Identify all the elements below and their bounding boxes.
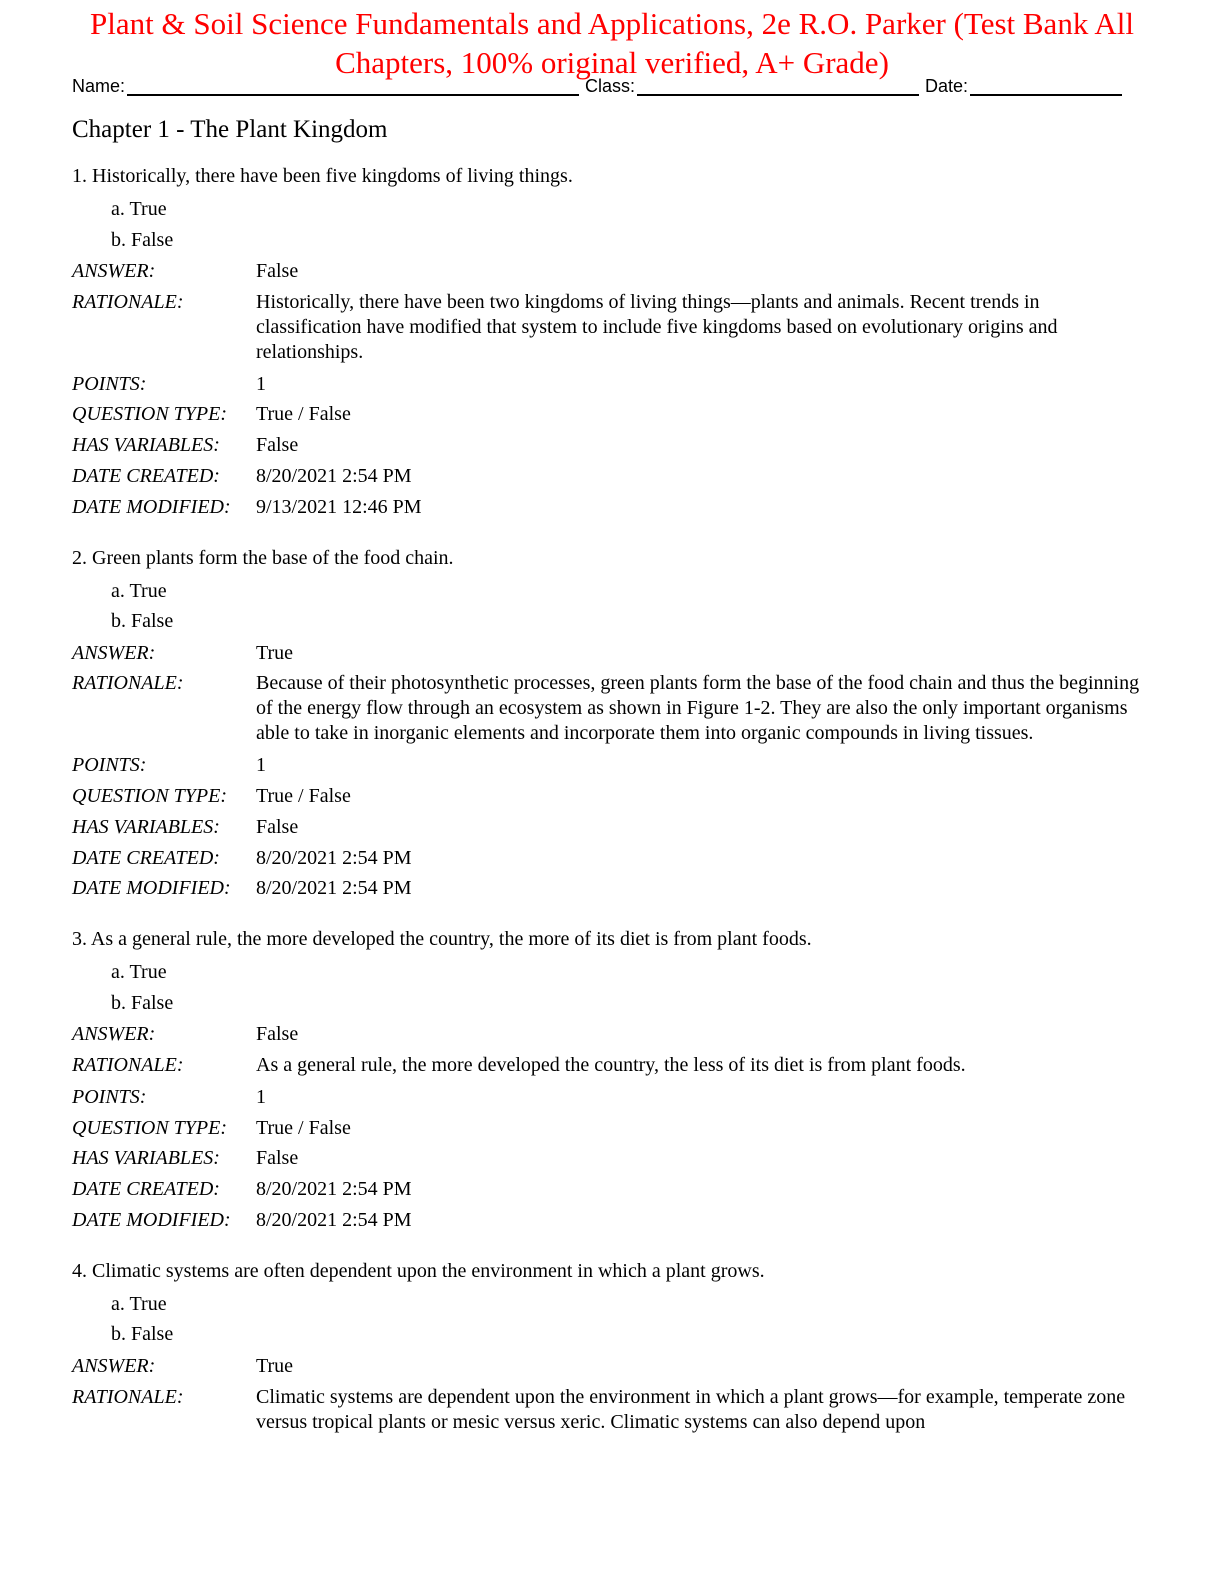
question-metadata: [72, 1351, 1142, 1439]
question-4: [72, 1259, 1142, 1439]
rationale-label: RATIONALE:: [72, 672, 184, 695]
question-type-value: True / False: [256, 403, 351, 426]
choice-list: [111, 576, 1142, 637]
chapter-title: Chapter 1 - The Plant Kingdom: [72, 116, 388, 143]
question-stem: 4. Climatic systems are often dependent upon the environment in which a plant grows.: [72, 1259, 765, 1282]
date-created-label: DATE CREATED:: [72, 846, 220, 869]
answer-value: True: [256, 641, 294, 664]
rationale-label: RATIONALE:: [72, 290, 184, 313]
date-modified-label: DATE MODIFIED:: [72, 495, 231, 518]
points-label: POINTS:: [72, 754, 147, 777]
date-label: Date:: [925, 76, 969, 96]
date-created-value: 8/20/2021 2:54 PM: [256, 846, 412, 869]
date-blank: [970, 74, 1122, 96]
name-label: Name:: [72, 76, 126, 96]
choice-a: a. True: [111, 961, 167, 984]
rationale-value: Climatic systems are dependent upon the environment in which a plant grows—for example, temperate zone versus tropical plants or mesic versus xeric. Climatic systems can also depend upon: [256, 1385, 1126, 1433]
question-stem: 2. Green plants form the base of the food chain.: [72, 546, 454, 569]
has-variables-value: False: [256, 434, 299, 457]
points-label: POINTS:: [72, 372, 147, 395]
date-modified-label: DATE MODIFIED:: [72, 1208, 231, 1231]
choice-b: b. False: [111, 228, 174, 251]
date-created-value: 8/20/2021 2:54 PM: [256, 464, 412, 487]
date-modified-value: 9/13/2021 12:46 PM: [256, 495, 422, 518]
choice-b: b. False: [111, 610, 174, 633]
banner-title: Plant & Soil Science Fundamentals and Applications, 2e R.O. Parker (Test Bank All Chapters, 100% original verified, A+ Grade): [90, 6, 1134, 80]
points-label: POINTS:: [72, 1085, 147, 1108]
question-stem: 3. As a general rule, the more developed the country, the more of its diet is from plant foods.: [72, 928, 812, 951]
answer-value: False: [256, 260, 299, 282]
question-metadata: [72, 638, 1142, 905]
points-value: 1: [256, 372, 266, 395]
date-modified-value: 8/20/2021 2:54 PM: [256, 877, 412, 900]
answer-value: False: [256, 1023, 299, 1046]
question-3: [72, 927, 1142, 1236]
student-info-line: [72, 72, 1142, 96]
question-2: [72, 546, 1142, 905]
date-created-label: DATE CREATED:: [72, 1178, 220, 1201]
choice-b: b. False: [111, 991, 174, 1014]
answer-value: True: [256, 1354, 294, 1377]
date-created-value: 8/20/2021 2:54 PM: [256, 1178, 412, 1201]
has-variables-value: False: [256, 815, 299, 838]
points-value: 1: [256, 754, 266, 777]
date-created-label: DATE CREATED:: [72, 464, 220, 487]
date-modified-label: DATE MODIFIED:: [72, 877, 231, 900]
question-list: [72, 164, 1142, 1461]
class-blank: [637, 74, 919, 96]
rationale-value: Because of their photosynthetic processes, green plants form the base of the food chain and thus the beginning of the energy flow through an ecosystem as shown in Figure 1-2. They are also the only important organisms able to take in inorganic elements and incorporate them into organic compounds in living tissues.: [256, 672, 1140, 745]
choice-a: a. True: [111, 579, 167, 602]
class-label: Class:: [585, 76, 636, 96]
points-value: 1: [256, 1085, 266, 1108]
answer-label: ANSWER:: [72, 260, 156, 282]
choice-list: [111, 1289, 1142, 1350]
question-type-value: True / False: [256, 784, 351, 807]
question-1: [72, 164, 1142, 523]
has-variables-value: False: [256, 1147, 299, 1170]
has-variables-label: HAS VARIABLES:: [72, 434, 220, 457]
question-stem: 1. Historically, there have been five kingdoms of living things.: [72, 165, 573, 187]
rationale-label: RATIONALE:: [72, 1053, 184, 1076]
choice-b: b. False: [111, 1323, 174, 1346]
question-type-label: QUESTION TYPE:: [72, 403, 228, 426]
rationale-value: Historically, there have been two kingdoms of living things—plants and animals. Recent trends in classification have modified that system to include five kingdoms based on evolutionary origins and relationships.: [256, 290, 1058, 363]
choice-list: [111, 957, 1142, 1018]
date-modified-value: 8/20/2021 2:54 PM: [256, 1208, 412, 1231]
choice-a: a. True: [111, 1292, 167, 1315]
answer-label: ANSWER:: [72, 641, 156, 664]
rationale-label: RATIONALE:: [72, 1385, 184, 1408]
question-type-label: QUESTION TYPE:: [72, 784, 228, 807]
question-type-value: True / False: [256, 1116, 351, 1139]
name-blank: [127, 74, 579, 96]
choice-a: a. True: [111, 198, 167, 220]
question-metadata: [72, 256, 1142, 523]
answer-label: ANSWER:: [72, 1023, 156, 1046]
rationale-value: As a general rule, the more developed the country, the less of its diet is from plant foods.: [256, 1053, 966, 1076]
has-variables-label: HAS VARIABLES:: [72, 1147, 220, 1170]
choice-list: [111, 194, 1142, 255]
has-variables-label: HAS VARIABLES:: [72, 815, 220, 838]
question-metadata: [72, 1019, 1142, 1236]
answer-label: ANSWER:: [72, 1354, 156, 1377]
question-type-label: QUESTION TYPE:: [72, 1116, 228, 1139]
